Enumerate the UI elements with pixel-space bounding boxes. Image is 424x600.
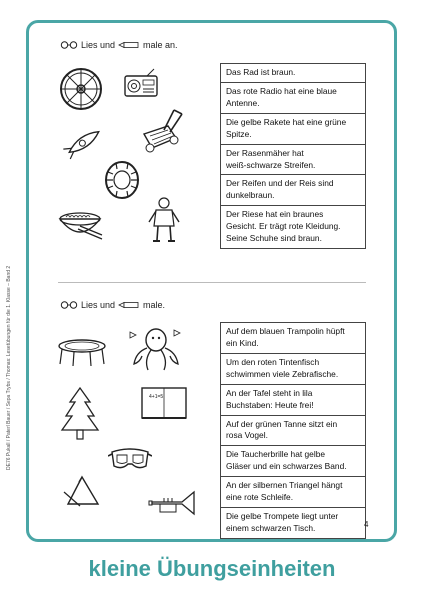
giant-picture <box>146 196 182 244</box>
sentence-cell: An der silbernen Triangel hängt eine rote Schleife. <box>221 477 366 508</box>
rice-bowl-picture <box>56 205 104 241</box>
radio-picture <box>123 68 159 98</box>
table-row <box>221 175 366 206</box>
sentence-table-2 <box>220 322 369 539</box>
table-row <box>221 64 366 83</box>
sentence-cell: Auf der grünen Tanne sitzt ein rosa Vogel. <box>221 415 366 446</box>
sentence-cell: Das Rad ist braun. <box>221 64 366 83</box>
banner-title: kleine Übungseinheiten <box>88 556 336 581</box>
table-row <box>221 82 366 113</box>
pencil-icon <box>118 41 140 49</box>
sentence-cell: Die Taucherbrille hat gelbe Gläser und ein schwarzes Band. <box>221 446 366 477</box>
table-row <box>221 144 366 175</box>
sentence-cell: Um den roten Tintenfisch schwimmen viele Zebrafische. <box>221 353 366 384</box>
diving-mask-picture <box>108 446 152 472</box>
tire-picture <box>104 160 140 200</box>
instruction-2-paint: male. <box>143 300 166 310</box>
table-row <box>221 323 366 354</box>
table-row <box>221 113 366 144</box>
table-row <box>221 415 366 446</box>
sentence-cell: Auf dem blauen Trampolin hüpft ein Kind. <box>221 323 366 354</box>
sentence-cell: Die gelbe Rakete hat eine grüne Spitze. <box>221 113 366 144</box>
sentence-cell: Die gelbe Trompete liegt unter einem schwarzen Tisch. <box>221 508 366 539</box>
octopus-picture <box>126 326 186 374</box>
wheel-picture <box>58 66 104 112</box>
sentence-cell: Der Reifen und der Reis sind dunkelbraun. <box>221 175 366 206</box>
glasses-icon <box>60 301 78 309</box>
table-row <box>221 353 366 384</box>
triangle-instrument-picture <box>62 474 102 508</box>
instruction-1-read: Lies und <box>81 40 116 50</box>
blackboard-picture <box>140 386 188 424</box>
table-row <box>221 508 366 539</box>
trumpet-picture <box>148 488 200 518</box>
instruction-2-read: Lies und <box>81 300 116 310</box>
pencil-icon <box>118 301 140 309</box>
copyright-credit: DE76 Pukall / Paterl Bauer / Sepa Trybs / Thomas: Lesetübungen für die 1. Klasse – Band 2 <box>6 265 12 470</box>
fir-tree-picture <box>60 386 100 442</box>
section-divider <box>58 282 366 283</box>
instruction-1 <box>60 40 178 50</box>
sentence-table-1 <box>220 63 366 249</box>
blackboard-text: 4+1=5 <box>149 394 164 400</box>
sentence-cell: Der Rasenmäher hat weiß-schwarze Streifen. <box>221 144 366 175</box>
instruction-2 <box>60 300 165 310</box>
page-number: 4 <box>364 520 369 529</box>
table-row <box>221 206 366 249</box>
sentence-cell: An der Tafel steht in lila Buchstaben: Heute frei! <box>221 384 366 415</box>
rocket-picture <box>60 122 108 162</box>
sentence-cell: Der Riese hat ein braunes Gesicht. Er trägt rote Kleidung. Seine Schuhe sind braun. <box>221 206 366 249</box>
glasses-icon <box>60 41 78 49</box>
table-row <box>221 446 366 477</box>
instruction-1-paint: male an. <box>143 40 178 50</box>
lawnmower-picture <box>138 106 188 154</box>
trampoline-picture <box>56 336 108 368</box>
table-row <box>221 477 366 508</box>
table-row <box>221 384 366 415</box>
sentence-cell: Das rote Radio hat eine blaue Antenne. <box>221 82 366 113</box>
